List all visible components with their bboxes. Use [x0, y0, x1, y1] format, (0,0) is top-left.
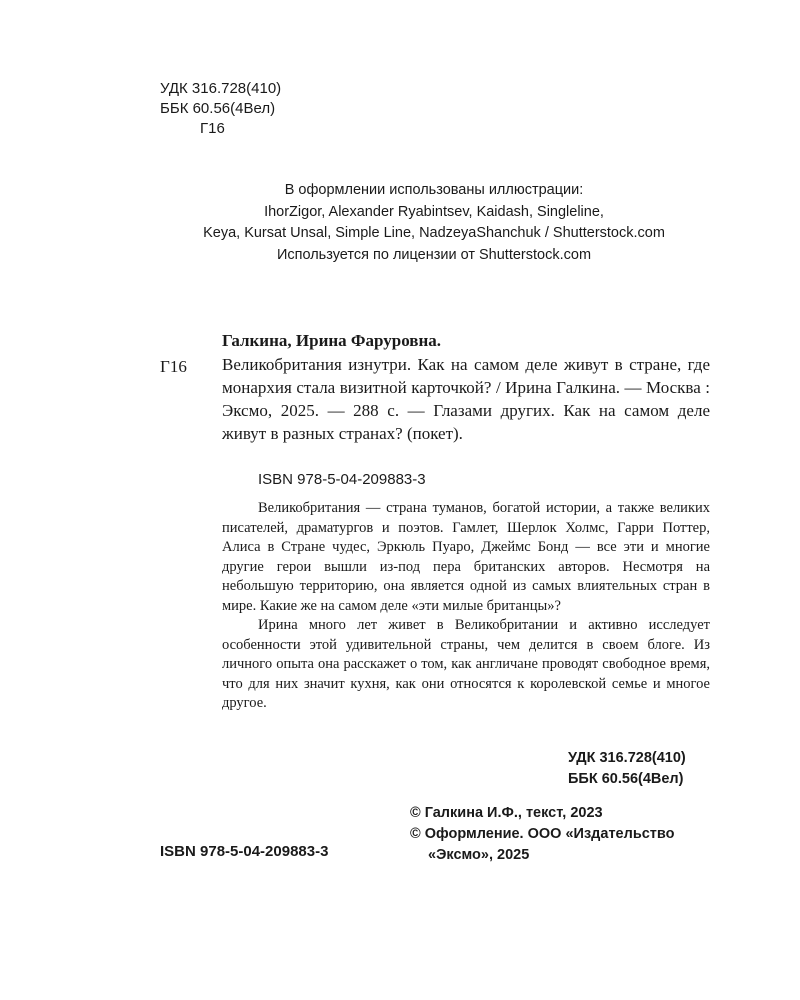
classification-bottom	[568, 748, 686, 790]
credits-line: IhorZigor, Alexander Ryabintsev, Kaidash, Singleline,	[264, 203, 604, 220]
annotation	[222, 499, 710, 714]
classification-block	[160, 79, 281, 139]
credits-line: В оформлении использованы иллюстрации:	[284, 182, 584, 198]
bib-author-code: Г16	[160, 357, 187, 376]
udk-code: УДК 316.728(410)	[160, 80, 282, 97]
copyright-block	[410, 803, 674, 866]
isbn-bottom: ISBN 978-5-04-209883-3	[160, 843, 329, 860]
isbn-text: ISBN 978-5-04-209883-3	[258, 471, 426, 488]
copyright-design-cont: «Эксмо», 2025	[428, 847, 530, 863]
credits-line: Keya, Kursat Unsal, Simple Line, NadzeyaShanchuk / Shutterstock.com	[203, 225, 665, 241]
copyright-text: © Галкина И.Ф., текст, 2023	[410, 805, 603, 821]
annotation-paragraph: Великобритания — страна туманов, богатой истории, а также великих писателей, драматургов и поэтов. Гамлет, Шерлок Холмс, Гарри Поттер, Алиса в Стране чудес, Эркюль Пуаро, Джеймс Бонд — все эти и многие другие герои вышли из-под пера британских авторов. Несмотря на небольшую территорию, она является одной из самых влиятельных стран в мире. Какие же на самом деле «эти милые британцы»?	[222, 500, 710, 614]
annotation-paragraph: Ирина много лет живет в Великобритании и активно исследует особенности этой удивительной страны, чем делится в своем блоге. Из личного опыта она расскажет о том, как англичане проводят свободное время, что для них значит кухня, как они относятся к королевской семье и многое другое.	[222, 617, 710, 711]
bib-author: Галкина, Ирина Фаруровна.	[222, 331, 441, 350]
bbk-code-bottom: ББК 60.56(4Вел)	[568, 771, 684, 787]
illustration-credits	[0, 180, 800, 245]
author-code: Г16	[200, 120, 225, 137]
bib-description: Великобритания изнутри. Как на самом деле живут в стране, где монархия стала визитной карточкой? / Ирина Галкина. — Москва : Эксмо, 2025. — 288 с. — Глазами других. Как на самом деле живут в разных странах? (покет).	[222, 355, 710, 443]
bbk-code: ББК 60.56(4Вел)	[160, 100, 276, 117]
copyright-design: © Оформление. ООО «Издательство	[410, 826, 675, 842]
udk-code-bottom: УДК 316.728(410)	[568, 750, 686, 766]
license-note: Используется по лицензии от Shutterstock.com	[276, 247, 592, 263]
